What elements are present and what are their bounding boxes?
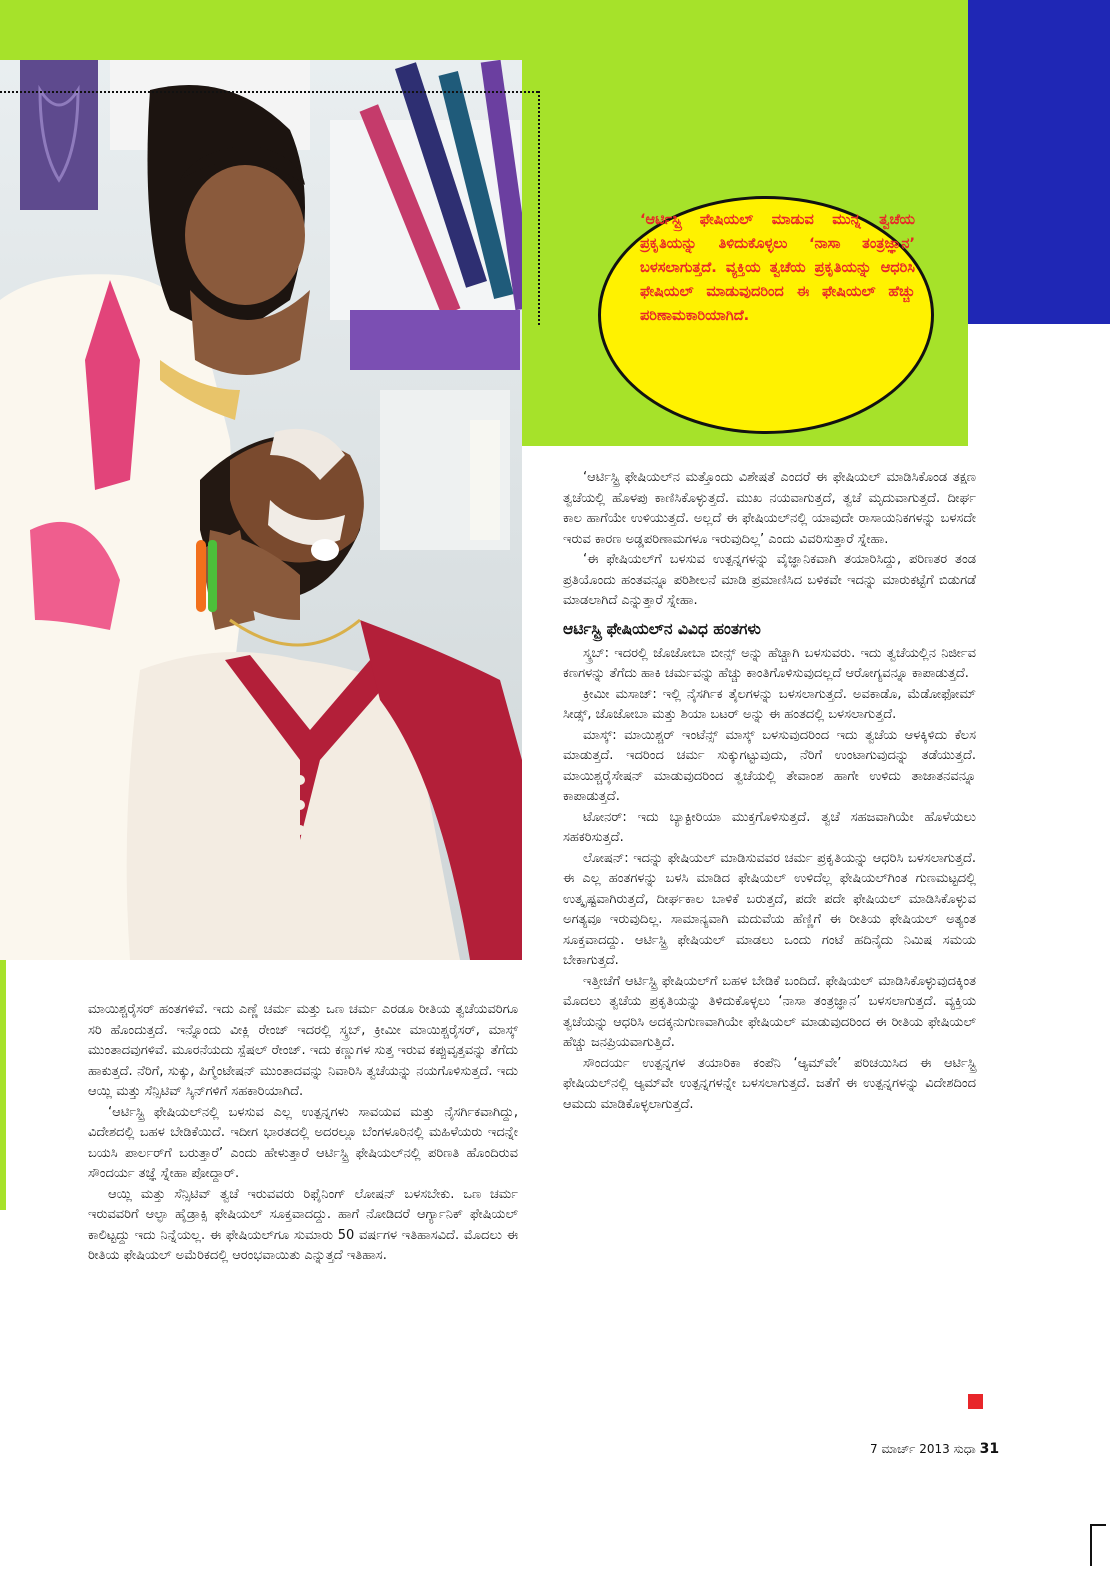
article-left-column [88,1000,518,1267]
facial-treatment-photo [0,60,522,960]
paragraph: ‘ಈ ಫೇಷಿಯಲ್‌ಗೆ ಬಳಸುವ ಉತ್ಪನ್ನಗಳನ್ನು ವೈಜ್ಞಾನಿಕವಾಗಿ ತಯಾರಿಸಿದ್ದು, ಪರಿಣತರ ತಂಡ ಪ್ರತಿಯೊಂದು ಹಂತವನ್ನೂ ಪರಿಶೀಲನೆ ಮಾಡಿ ಪ್ರಮಾಣಿಸಿದ ಬಳಿಕವೇ ಇದನ್ನು ಮಾರುಕಟ್ಟೆಗೆ ಬಿಡುಗಡೆ ಮಾಡಲಾಗಿದೆ ಎನ್ನುತ್ತಾರೆ ಸ್ನೇಹಾ. [563,552,976,608]
article-right-column [563,468,976,1115]
paragraph: ಕ್ರೀಮೀ ಮಸಾಜ್: ಇಲ್ಲಿ ನೈಸರ್ಗಿಕ ತೈಲಗಳನ್ನು ಬಳಸಲಾಗುತ್ತದೆ. ಅವಕಾಡೊ, ಮೆಡೋಫೋಮ್ ಸೀಡ್ಸ್, ಜೊಜೋಬಾ ಮತ್ತು ಶಿಯಾ ಬಟರ್ ಅನ್ನು ಈ ಹಂತದಲ್ಲಿ ಬಳಸಲಾಗುತ್ತದೆ. [563,686,976,722]
paragraph: ಮಾಯಿಶ್ಚರೈಸರ್ ಹಂತಗಳಿವೆ. ಇದು ಎಣ್ಣೆ ಚರ್ಮ ಮತ್ತು ಒಣ ಚರ್ಮ ಎರಡೂ ರೀತಿಯ ತ್ವಚೆಯವರಿಗೂ ಸರಿ ಹೊಂದುತ್ತದೆ. ಇನ್ನೊಂದು ವೀಕ್ಲಿ ರೇಂಜ್ ಇದರಲ್ಲಿ ಸ್ಕ್ರಬ್, ಕ್ರೀಮೀ ಮಾಯಿಶ್ಚರೈಸರ್, ಮಾಸ್ಕ್ ಮುಂತಾದವುಗಳಿವೆ. ಮೂರನೆಯದು ಸ್ಪೆಷಲ್ ರೇಂಜ್. ಇದು ಕಣ್ಣುಗಳ ಸುತ್ತ ಇರುವ ಕಪ್ಪುವೃತ್ತವನ್ನು ತೆಗೆದು ಹಾಕುತ್ತದೆ. ನೆರಿಗೆ, ಸುಕ್ಕು, ಪಿಗ್ಮೆಂಟೇಷನ್ ಮುಂತಾದವನ್ನು ನಿವಾರಿಸಿ ತ್ವಚೆಯನ್ನು ನಯಗೊಳಿಸುತ್ತದೆ. ಇದು ಆಯ್ಲಿ ಮತ್ತು ಸೆನ್ಸಿಟಿವ್ ಸ್ಕಿನ್‌ಗಳಿಗೆ ಸಹಕಾರಿಯಾಗಿದೆ. [88,1002,518,1099]
article-end-mark [968,1394,983,1409]
paragraph: ಮಾಸ್ಕ್: ಮಾಯಿಶ್ಚರ್ ಇಂಟೆನ್ಸ್ ಮಾಸ್ಕ್ ಬಳಸುವುದರಿಂದ ಇದು ತ್ವಚೆಯ ಆಳಕ್ಕಿಳಿದು ಕೆಲಸ ಮಾಡುತ್ತದೆ. ಇದರಿಂದ ಚರ್ಮ ಸುಕ್ಕುಗಟ್ಟುವುದು, ನೆರಿಗೆ ಉಂಟಾಗುವುದನ್ನು ತಡೆಯುತ್ತದೆ. ಮಾಯಿಶ್ಚರೈಸೇಷನ್ ಮಾಡುವುದರಿಂದ ತ್ವಚೆಯಲ್ಲಿ ತೇವಾಂಶ ಹಾಗೇ ಉಳಿದು ತಾಜಾತನವನ್ನೂ ಕಾಪಾಡುತ್ತದೆ. [563,727,976,804]
left-green-strip [0,960,6,1210]
section-heading: ಆರ್ಟಿಸ್ಟ್ರಿ ಫೇಷಿಯಲ್‌ನ ವಿವಿಧ ಹಂತಗಳು [563,619,761,638]
dotted-rule-vertical [538,91,540,325]
paragraph: ‘ಆರ್ಟಿಸ್ಟ್ರಿ ಫೇಷಿಯಲ್‌ನ ಮತ್ತೊಂದು ವಿಶೇಷತೆ ಎಂದರೆ ಈ ಫೇಷಿಯಲ್ ಮಾಡಿಸಿಕೊಂಡ ತಕ್ಷಣ ತ್ವಚೆಯಲ್ಲಿ ಹೊಳಪು ಕಾಣಿಸಿಕೊಳ್ಳುತ್ತದೆ. ಮುಖ ನಯವಾಗುತ್ತದೆ, ತ್ವಚೆ ಮೃದುವಾಗುತ್ತದೆ. ದೀರ್ಘ ಕಾಲ ಹಾಗೆಯೇ ಉಳಿಯುತ್ತದೆ. ಅಲ್ಲದೆ ಈ ಫೇಷಿಯಲ್‌ನಲ್ಲಿ ಯಾವುದೇ ರಾಸಾಯನಿಕಗಳನ್ನು ಬಳಸದೇ ಇರುವ ಕಾರಣ ಅಡ್ಡಪರಿಣಾಮಗಳೂ ಇರುವುದಿಲ್ಲ’ ಎಂದು ವಿವರಿಸುತ್ತಾರೆ ಸ್ನೇಹಾ. [563,470,976,547]
paragraph: ಲೋಷನ್: ಇದನ್ನು ಫೇಷಿಯಲ್ ಮಾಡಿಸುವವರ ಚರ್ಮ ಪ್ರಕೃತಿಯನ್ನು ಆಧರಿಸಿ ಬಳಸಲಾಗುತ್ತದೆ. ಈ ಎಲ್ಲ ಹಂತಗಳನ್ನು ಬಳಸಿ ಮಾಡಿದ ಫೇಷಿಯಲ್ ಉಳಿದೆಲ್ಲ ಫೇಷಿಯಲ್‌ಗಿಂತ ಗುಣಮಟ್ಟದಲ್ಲಿ ಉತ್ಕೃಷ್ಟವಾಗಿರುತ್ತದೆ, ದೀರ್ಘಕಾಲ ಬಾಳಿಕೆ ಬರುತ್ತದೆ, ಪದೇ ಪದೇ ಫೇಷಿಯಲ್ ಮಾಡಿಸಿಕೊಳ್ಳುವ ಅಗತ್ಯವೂ ಇರುವುದಿಲ್ಲ. ಸಾಮಾನ್ಯವಾಗಿ ಮದುವೆಯ ಹೆಣ್ಣಿಗೆ ಈ ರೀತಿಯ ಫೇಷಿಯಲ್ ಅತ್ಯಂತ ಸೂಕ್ತವಾದದ್ದು. ಆರ್ಟಿಸ್ಟ್ರಿ ಫೇಷಿಯಲ್ ಮಾಡಲು ಒಂದು ಗಂಟೆ ಹದಿನೈದು ನಿಮಿಷ ಸಮಯ ಬೇಕಾಗುತ್ತದೆ. [563,850,976,968]
paragraph: ಇತ್ತೀಚೆಗೆ ಆರ್ಟಿಸ್ಟ್ರಿ ಫೇಷಿಯಲ್‌ಗೆ ಬಹಳ ಬೇಡಿಕೆ ಬಂದಿದೆ. ಫೇಷಿಯಲ್ ಮಾಡಿಸಿಕೊಳ್ಳುವುದಕ್ಕಿಂತ ಮೊದಲು ತ್ವಚೆಯ ಪ್ರಕೃತಿಯನ್ನು ತಿಳಿದುಕೊಳ್ಳಲು ‘ನಾಸಾ ತಂತ್ರಜ್ಞಾನ’ ಬಳಸಲಾಗುತ್ತದೆ. ವ್ಯಕ್ತಿಯ ತ್ವಚೆಯನ್ನು ಆಧರಿಸಿ ಅದಕ್ಕನುಗುಣವಾಗಿಯೇ ಫೇಷಿಯಲ್ ಮಾಡುವುದರಿಂದ ಈ ರೀತಿಯ ಫೇಷಿಯಲ್ ಹೆಚ್ಚು ಜನಪ್ರಿಯವಾಗುತ್ತಿದೆ. [563,973,976,1050]
page-number: 31 [979,1441,1000,1457]
crop-mark [1090,1524,1106,1566]
paragraph: ‘ಆರ್ಟಿಸ್ಟ್ರಿ ಫೇಷಿಯಲ್‌ನಲ್ಲಿ ಬಳಸುವ ಎಲ್ಲ ಉತ್ಪನ್ನಗಳು ಸಾವಯವ ಮತ್ತು ನೈಸರ್ಗಿಕವಾಗಿದ್ದು, ವಿದೇಶದಲ್ಲಿ ಬಹಳ ಬೇಡಿಕೆಯಿದೆ. ಇದೀಗ ಭಾರತದಲ್ಲಿ ಅದರಲ್ಲೂ ಬೆಂಗಳೂರಿನಲ್ಲಿ ಮಹಿಳೆಯರು ಇದನ್ನೇ ಬಯಸಿ ಪಾರ್ಲರ್‌ಗೆ ಬರುತ್ತಾರೆ’ ಎಂದು ಹೇಳುತ್ತಾರೆ ಆರ್ಟಿಸ್ಟ್ರಿ ಫೇಷಿಯಲ್‌ನಲ್ಲಿ ಪರಿಣತಿ ಹೊಂದಿರುವ ಸೌಂದರ್ಯ ತಜ್ಞೆ ಸ್ನೇಹಾ ಪೋದ್ದಾರ್. [88,1104,518,1181]
paragraph: ಆಯ್ಲಿ ಮತ್ತು ಸೆನ್ಸಿಟಿವ್ ತ್ವಚೆ ಇರುವವರು ರಿಫೈನಿಂಗ್ ಲೋಷನ್ ಬಳಸಬೇಕು. ಒಣ ಚರ್ಮ ಇರುವವರಿಗೆ ಆಲ್ಫಾ ಹೈಡ್ರಾಕ್ಸಿ ಫೇಷಿಯಲ್ ಸೂಕ್ತವಾದದ್ದು. ಹಾಗೆ ನೋಡಿದರೆ ಆರ್ಗ್ಯಾನಿಕ್ ಫೇಷಿಯಲ್ ಕಾಲಿಟ್ಟದ್ದು ಇದು ನಿನ್ನೆಯಲ್ಲ. ಈ ಫೇಷಿಯಲ್‌ಗೂ ಸುಮಾರು 50 ವರ್ಷಗಳ ಇತಿಹಾಸವಿದೆ. ಮೊದಲು ಈ ರೀತಿಯ ಫೇಷಿಯಲ್ ಅಮೆರಿಕದಲ್ಲಿ ಆರಂಭವಾಯಿತು ಎನ್ನುತ್ತದೆ ಇತಿಹಾಸ. [88,1186,518,1263]
dotted-rule-horizontal [0,91,538,93]
paragraph: ಟೋನರ್: ಇದು ಬ್ಯಾಕ್ಟೀರಿಯಾ ಮುಕ್ತಗೊಳಿಸುತ್ತದೆ. ತ್ವಚೆ ಸಹಜವಾಗಿಯೇ ಹೊಳೆಯಲು ಸಹಕರಿಸುತ್ತದೆ. [563,809,976,845]
issue-date: 7 ಮಾರ್ಚ್ 2013 ಸುಧಾ [870,1442,976,1456]
page-footer [870,1441,999,1457]
paragraph: ಸ್ಕ್ರಬ್: ಇದರಲ್ಲಿ ಜೊಜೋಬಾ ಬೀನ್ಸ್ ಅನ್ನು ಹೆಚ್ಚಾಗಿ ಬಳಸುವರು. ಇದು ತ್ವಚೆಯಲ್ಲಿನ ನಿರ್ಜೀವ ಕಣಗಳನ್ನು ತೆಗೆದು ಹಾಕಿ ಚರ್ಮವನ್ನು ಹೆಚ್ಚು ಕಾಂತಿಗೊಳಿಸುವುದಲ್ಲದೆ ಆರೋಗ್ಯವನ್ನೂ ಕಾಪಾಡುತ್ತದೆ. [563,645,976,681]
top-green-band [0,0,968,60]
blue-side-bar [968,0,1110,324]
paragraph: ಸೌಂದರ್ಯ ಉತ್ಪನ್ನಗಳ ತಯಾರಿಕಾ ಕಂಪೆನಿ ‘ಆ್ಯಮ್‌ವೇ’ ಪರಿಚಯಿಸಿದ ಈ ಆರ್ಟಿಸ್ಟ್ರಿ ಫೇಷಿಯಲ್‌ನಲ್ಲಿ ಆ್ಯಮ್‌ವೇ ಉತ್ಪನ್ನಗಳನ್ನೇ ಬಳಸಲಾಗುತ್ತದೆ. ಜತೆಗೆ ಈ ಉತ್ಪನ್ನಗಳನ್ನು ವಿದೇಶದಿಂದ ಆಮದು ಮಾಡಿಕೊಳ್ಳಲಾಗುತ್ತದೆ. [563,1055,976,1112]
pull-quote-text: ‘ಆರ್ಟಿಸ್ಟ್ರಿ ಫೇಷಿಯಲ್ ಮಾಡುವ ಮುನ್ನ ತ್ವಚೆಯ ಪ್ರಕೃತಿಯನ್ನು ತಿಳಿದುಕೊಳ್ಳಲು ‘ನಾಸಾ ತಂತ್ರಜ್ಞಾನ’ ಬಳಸಲಾಗುತ್ತದೆ. ವ್ಯಕ್ತಿಯ ತ್ವಚೆಯ ಪ್ರಕೃತಿಯನ್ನು ಆಧರಿಸಿ ಫೇಷಿಯಲ್ ಮಾಡುವುದರಿಂದ ಈ ಫೇಷಿಯಲ್ ಹೆಚ್ಚು ಪರಿಣಾಮಕಾರಿಯಾಗಿದೆ. [640,212,915,324]
